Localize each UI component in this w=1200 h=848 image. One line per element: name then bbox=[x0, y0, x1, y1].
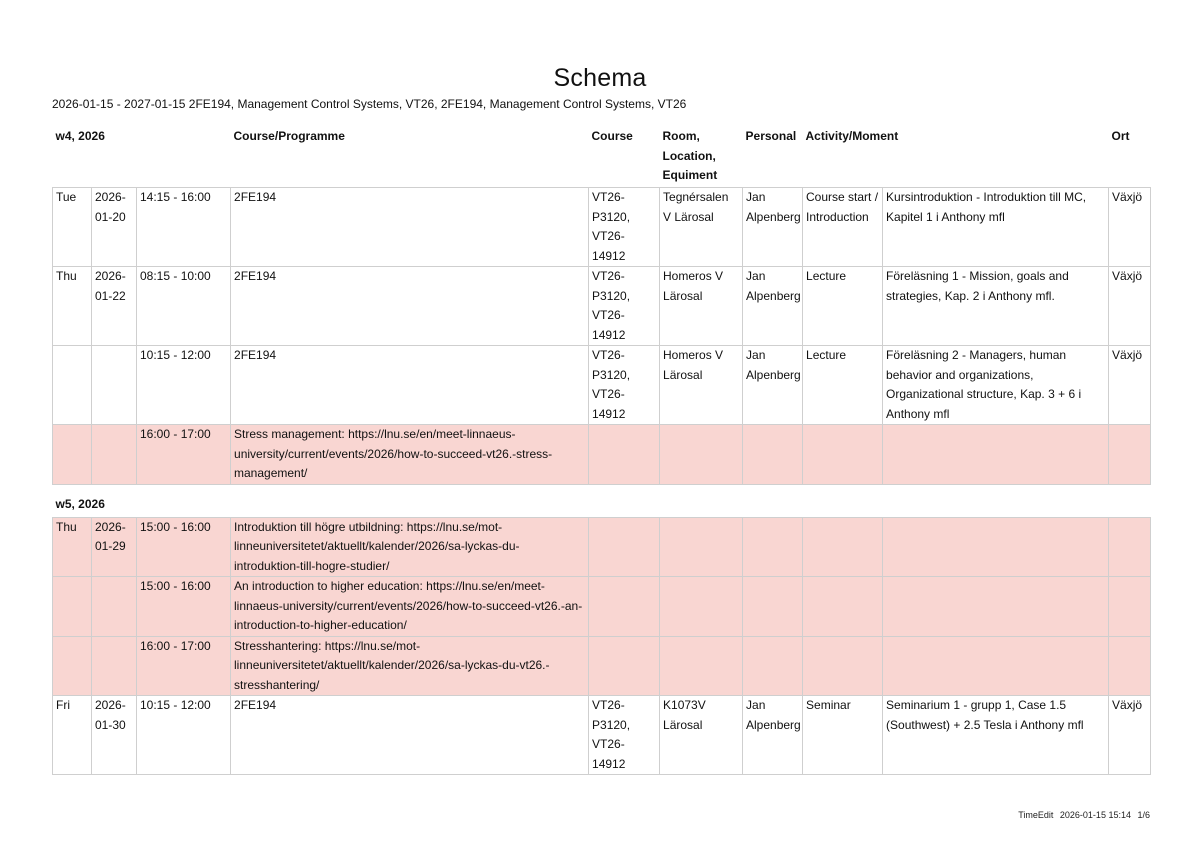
date-cell: 2026-01-29 bbox=[92, 517, 137, 577]
comment-cell bbox=[883, 577, 1109, 637]
course-cell bbox=[589, 425, 660, 485]
page-footer bbox=[1014, 810, 1150, 820]
room-cell bbox=[660, 517, 743, 577]
week-label: w5, 2026 bbox=[55, 497, 105, 511]
time-cell: 10:15 - 12:00 bbox=[137, 696, 231, 775]
time-cell: 10:15 - 12:00 bbox=[137, 346, 231, 425]
day-cell bbox=[53, 577, 92, 637]
time-cell: 16:00 - 17:00 bbox=[137, 425, 231, 485]
course-cell: VT26-P3120, VT26-14912 bbox=[589, 346, 660, 425]
day-cell: Tue bbox=[53, 188, 92, 267]
day-cell: Thu bbox=[53, 267, 92, 346]
course-cell: VT26-P3120, VT26-14912 bbox=[589, 267, 660, 346]
course-cell bbox=[589, 517, 660, 577]
personal-cell bbox=[743, 577, 803, 637]
footer-brand: TimeEdit bbox=[1018, 810, 1054, 820]
footer-timestamp: 2026-01-15 15:14 bbox=[1059, 810, 1131, 820]
room-cell bbox=[660, 636, 743, 696]
room-cell: Homeros V Lärosal bbox=[660, 346, 743, 425]
footer-page-number: 1/6 bbox=[1137, 810, 1150, 820]
column-header-ort: Ort bbox=[1111, 129, 1130, 143]
ort-cell: Växjö bbox=[1109, 346, 1151, 425]
date-cell bbox=[92, 636, 137, 696]
date-cell: 2026-01-30 bbox=[92, 696, 137, 775]
time-cell: 15:00 - 16:00 bbox=[137, 517, 231, 577]
date-cell: 2026-01-20 bbox=[92, 188, 137, 267]
personal-cell: Jan Alpenberg bbox=[743, 696, 803, 775]
column-header-personal: Personal bbox=[745, 129, 797, 143]
personal-cell bbox=[743, 425, 803, 485]
course-programme-cell: 2FE194 bbox=[231, 346, 589, 425]
schedule-row bbox=[53, 696, 1151, 775]
date-cell bbox=[92, 425, 137, 485]
page-title: Schema bbox=[553, 64, 647, 92]
activity-cell: Lecture bbox=[803, 346, 883, 425]
column-header-course-programme: Course/Programme bbox=[233, 129, 345, 143]
course-programme-cell: Stresshantering: https://lnu.se/mot-linneuniversitetet/aktuellt/kalender/2026/sa-lyckas-du-vt26.-stresshantering/ bbox=[231, 636, 589, 696]
activity-cell: Seminar bbox=[803, 696, 883, 775]
course-programme-cell: Introduktion till högre utbildning: https://lnu.se/mot-linneuniversitetet/aktuellt/kalender/2026/sa-lyckas-du-introduktion-till-hogre-studier/ bbox=[231, 517, 589, 577]
ort-cell bbox=[1109, 517, 1151, 577]
week-header-row bbox=[53, 127, 1151, 188]
personal-cell: Jan Alpenberg bbox=[743, 346, 803, 425]
ort-cell bbox=[1109, 577, 1151, 637]
course-cell: VT26-P3120, VT26-14912 bbox=[589, 696, 660, 775]
date-cell: 2026-01-22 bbox=[92, 267, 137, 346]
ort-cell bbox=[1109, 425, 1151, 485]
personal-cell: Jan Alpenberg bbox=[743, 267, 803, 346]
course-programme-cell: 2FE194 bbox=[231, 696, 589, 775]
schedule-table bbox=[52, 127, 1151, 775]
activity-cell: Course start / Introduction bbox=[803, 188, 883, 267]
time-cell: 14:15 - 16:00 bbox=[137, 188, 231, 267]
week-label: w4, 2026 bbox=[55, 129, 105, 143]
schedule-row bbox=[53, 425, 1151, 485]
course-programme-cell: An introduction to higher education: https://lnu.se/en/meet-linnaeus-university/current/events/2026/how-to-succeed-vt26.-an-introduction-to-higher-education/ bbox=[231, 577, 589, 637]
page-subtitle: 2026-01-15 - 2027-01-15 2FE194, Management Control Systems, VT26, 2FE194, Management Control Systems, VT26 bbox=[52, 97, 687, 111]
personal-cell bbox=[743, 517, 803, 577]
course-cell bbox=[589, 636, 660, 696]
course-programme-cell: 2FE194 bbox=[231, 267, 589, 346]
personal-cell: Jan Alpenberg bbox=[743, 188, 803, 267]
comment-cell bbox=[883, 425, 1109, 485]
course-programme-cell: Stress management: https://lnu.se/en/meet-linnaeus-university/current/events/2026/how-to-succeed-vt26.-stress-management/ bbox=[231, 425, 589, 485]
column-header-activity: Activity/Moment bbox=[805, 129, 899, 143]
room-cell: K1073V Lärosal bbox=[660, 696, 743, 775]
day-cell: Fri bbox=[53, 696, 92, 775]
activity-cell bbox=[803, 425, 883, 485]
schedule-row bbox=[53, 346, 1151, 425]
column-header-course: Course bbox=[591, 129, 633, 143]
day-cell bbox=[53, 425, 92, 485]
comment-cell: Seminarium 1 - grupp 1, Case 1.5 (Southwest) + 2.5 Tesla i Anthony mfl bbox=[883, 696, 1109, 775]
schedule-row bbox=[53, 577, 1151, 637]
activity-cell bbox=[803, 636, 883, 696]
time-cell: 16:00 - 17:00 bbox=[137, 636, 231, 696]
date-cell bbox=[92, 346, 137, 425]
activity-cell bbox=[803, 577, 883, 637]
time-cell: 15:00 - 16:00 bbox=[137, 577, 231, 637]
day-cell bbox=[53, 346, 92, 425]
schedule-row bbox=[53, 517, 1151, 577]
day-cell bbox=[53, 636, 92, 696]
course-cell: VT26-P3120, VT26-14912 bbox=[589, 188, 660, 267]
schedule-row bbox=[53, 267, 1151, 346]
date-cell bbox=[92, 577, 137, 637]
schedule-row bbox=[53, 636, 1151, 696]
room-cell bbox=[660, 425, 743, 485]
time-cell: 08:15 - 10:00 bbox=[137, 267, 231, 346]
ort-cell: Växjö bbox=[1109, 696, 1151, 775]
week-header-row bbox=[53, 484, 1151, 517]
personal-cell bbox=[743, 636, 803, 696]
comment-cell: Föreläsning 2 - Managers, human behavior and organizations, Organizational structure, Kap. 3 + 6 i Anthony mfl bbox=[883, 346, 1109, 425]
comment-cell: Kursintroduktion - Introduktion till MC, Kapitel 1 i Anthony mfl bbox=[883, 188, 1109, 267]
comment-cell bbox=[883, 517, 1109, 577]
room-cell bbox=[660, 577, 743, 637]
activity-cell bbox=[803, 517, 883, 577]
day-cell: Thu bbox=[53, 517, 92, 577]
ort-cell: Växjö bbox=[1109, 267, 1151, 346]
comment-cell: Föreläsning 1 - Mission, goals and strategies, Kap. 2 i Anthony mfl. bbox=[883, 267, 1109, 346]
column-header-room: Room, Location, Equiment bbox=[662, 129, 718, 182]
ort-cell: Växjö bbox=[1109, 188, 1151, 267]
schedule-row bbox=[53, 188, 1151, 267]
comment-cell bbox=[883, 636, 1109, 696]
column-header-comment bbox=[883, 127, 1109, 188]
ort-cell bbox=[1109, 636, 1151, 696]
course-cell bbox=[589, 577, 660, 637]
room-cell: Tegnérsalen V Lärosal bbox=[660, 188, 743, 267]
activity-cell: Lecture bbox=[803, 267, 883, 346]
room-cell: Homeros V Lärosal bbox=[660, 267, 743, 346]
course-programme-cell: 2FE194 bbox=[231, 188, 589, 267]
